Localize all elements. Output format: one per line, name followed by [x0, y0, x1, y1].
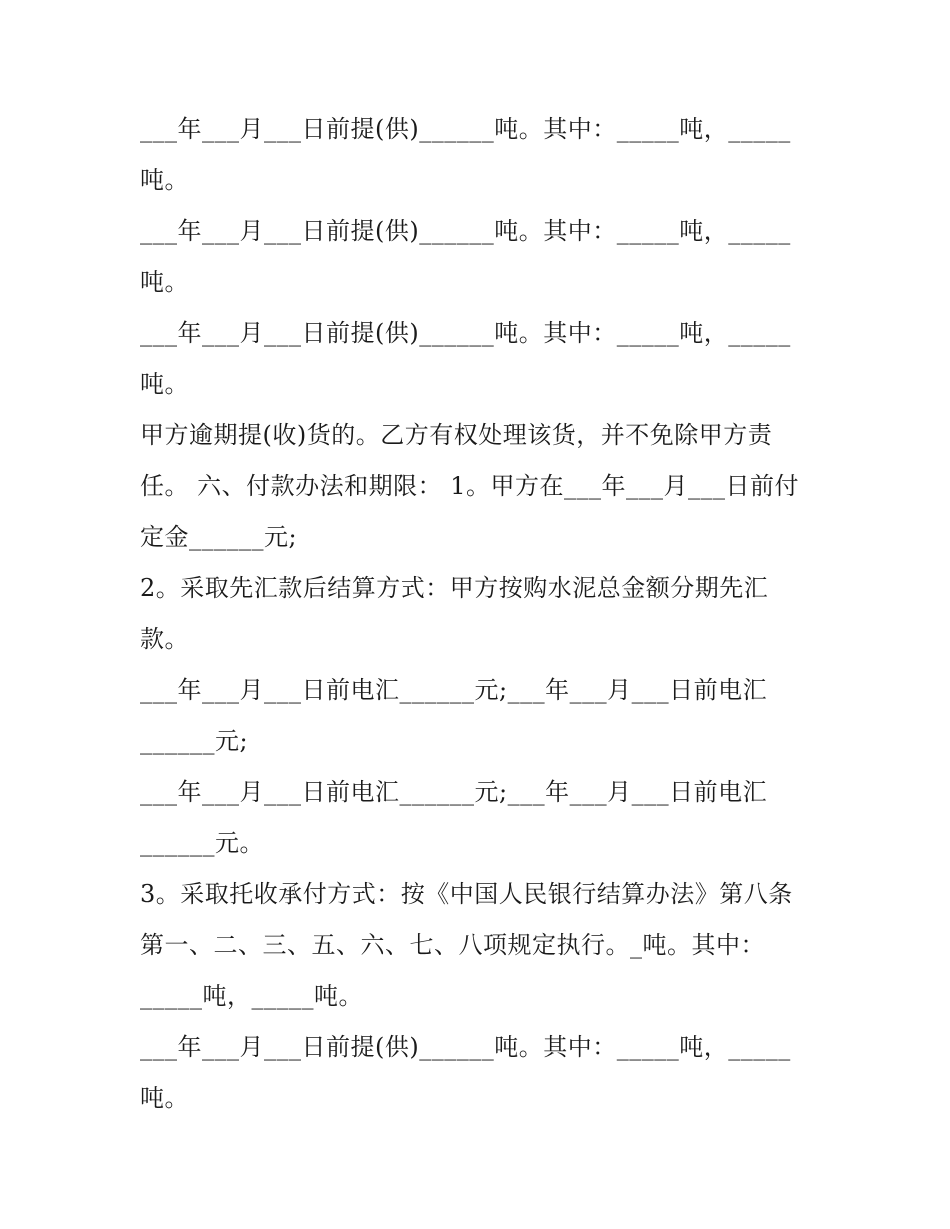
text-line: ___年___月___日前电汇______元;___年___月___日前电汇 — [140, 778, 768, 806]
text-line: 3。采取托收承付方式：按《中国人民银行结算办法》第八条 — [140, 880, 793, 908]
text-line: 吨。 — [140, 1084, 189, 1112]
text-line: 任。 六、付款办法和期限： 1。甲方在___年___月___日前付 — [140, 472, 800, 500]
text-line: 款。 — [140, 625, 189, 653]
text-line: 吨。 — [140, 268, 189, 296]
text-line: ___年___月___日前提(供)______吨。其中：_____吨，_____ — [140, 217, 791, 245]
text-line: ______元; — [140, 727, 249, 755]
text-line: ___年___月___日前提(供)______吨。其中：_____吨，_____ — [140, 1033, 791, 1061]
text-line: _____吨，_____吨。 — [140, 982, 363, 1010]
text-line: ______元。 — [140, 829, 264, 857]
text-line: 2。采取先汇款后结算方式：甲方按购水泥总金额分期先汇 — [140, 574, 769, 602]
contract-text — [140, 104, 820, 1124]
text-line: 吨。 — [140, 370, 189, 398]
text-line: 吨。 — [140, 166, 189, 194]
text-line: ___年___月___日前提(供)______吨。其中：_____吨，_____ — [140, 115, 791, 143]
text-line: 第一、二、三、五、六、七、八项规定执行。_吨。其中： — [140, 931, 765, 959]
text-line: 定金______元; — [140, 523, 298, 551]
text-line: ___年___月___日前提(供)______吨。其中：_____吨，_____ — [140, 319, 791, 347]
text-line: ___年___月___日前电汇______元;___年___月___日前电汇 — [140, 676, 768, 704]
text-line: 甲方逾期提(收)货的。乙方有权处理该货，并不免除甲方责 — [140, 421, 773, 449]
